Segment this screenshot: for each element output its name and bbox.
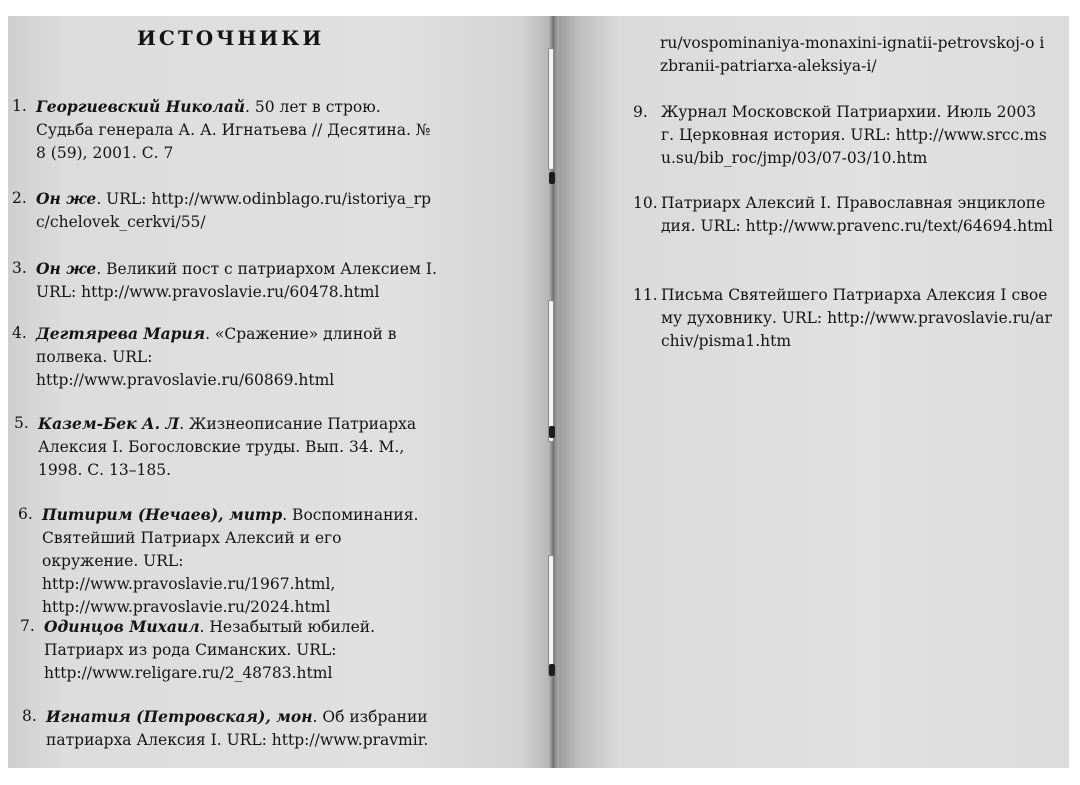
reference-entry [14, 412, 442, 482]
entry-number: 10. [633, 194, 658, 212]
entry-text: Патриарх Алексий I. Православная энциклопедия. URL: http://www.pravenc.ru/text/64694.html [661, 194, 1054, 235]
entry-text: . Воспоминания. Святейший Патриарх Алексий и его окружение. URL: http://www.pravoslavie.ru/1967.html, http://www.pravoslavie.ru/2024.html [42, 506, 419, 616]
entry-text: . 50 лет в строю. Судьба генерала А. А. Игнатьева // Десятина. № 8 (59), 2001. С. 7 [36, 98, 431, 162]
entry-author: Питирим (Нечаев), митр [42, 505, 283, 524]
reference-entry [20, 615, 442, 685]
page-title: ИСТОЧНИКИ [137, 26, 325, 50]
entry-text: . Незабытый юбилей. Патриарх из рода Симанских. URL: http://www.religare.ru/2_48783.html [44, 618, 376, 682]
entry-text: . «Сражение» длиной в полвека. URL: http://www.pravoslavie.ru/60869.html [36, 325, 397, 389]
entry-text: . URL: http://www.odinblago.ru/istoriya_rpc/chelovek_cerkvi/55/ [36, 190, 432, 231]
entry-continuation: ru/vospominaniya-monaxini-ignatii-petrovskoj-o izbranii-patriarxa-aleksiya-i/ [660, 34, 1045, 75]
reference-entry [18, 503, 442, 619]
reference-entry [12, 257, 442, 304]
entry-number: 3. [12, 259, 27, 277]
entry-author: Георгиевский Николай [36, 97, 246, 116]
entry-text: Журнал Московской Патриархии. Июль 2003 г. Церковная история. URL: http://www.srcc.msu.su/bib_roc/jmp/03/07-03/10.htm [661, 103, 1047, 167]
reference-entry [633, 192, 1053, 238]
entry-number: 4. [12, 324, 27, 342]
entry-number: 11. [633, 286, 658, 304]
entry-author: Дегтярева Мария [36, 324, 206, 343]
reference-entry [12, 95, 442, 165]
entry-number: 7. [20, 617, 35, 635]
entry-text: . Жизнеописание Патриарха Алексия I. Богословские труды. Вып. 34. М., 1998. С. 13–185. [38, 415, 417, 479]
reference-entry [12, 187, 442, 234]
entry-text: . Великий пост с патриархом Алексием I. URL: http://www.pravoslavie.ru/60478.html [36, 260, 437, 301]
entry-text: . Об избрании патриарха Алексия I. URL: http://www.pravmir. [46, 708, 429, 749]
entry-number: 8. [22, 707, 37, 725]
binding-thread [548, 48, 554, 170]
entry-author: Игнатия (Петровская), мон [46, 707, 313, 726]
binding-stitch [549, 426, 555, 438]
binding-stitch [549, 664, 555, 676]
entry-author: Он же [36, 189, 97, 208]
entry-author: Казем-Бек А. Л [38, 414, 180, 433]
binding-thread [548, 555, 554, 677]
reference-entry [22, 705, 442, 752]
entry-number: 5. [14, 414, 29, 432]
binding-stitch [549, 172, 555, 184]
entry-number: 1. [12, 97, 27, 115]
entry-number: 9. [633, 103, 648, 121]
entry-number: 2. [12, 189, 27, 207]
reference-entry [12, 322, 442, 392]
entry-text: Письма Святейшего Патриарха Алексия I своему духовнику. URL: http://www.pravoslavie.ru/archiv/pisma1.htm [661, 286, 1052, 350]
binding-thread [548, 300, 554, 442]
entry-number: 6. [18, 505, 33, 523]
reference-entry [633, 101, 1053, 170]
reference-entry [633, 284, 1053, 353]
entry-author: Он же [36, 259, 97, 278]
entry-author: Одинцов Михаил [44, 617, 200, 636]
